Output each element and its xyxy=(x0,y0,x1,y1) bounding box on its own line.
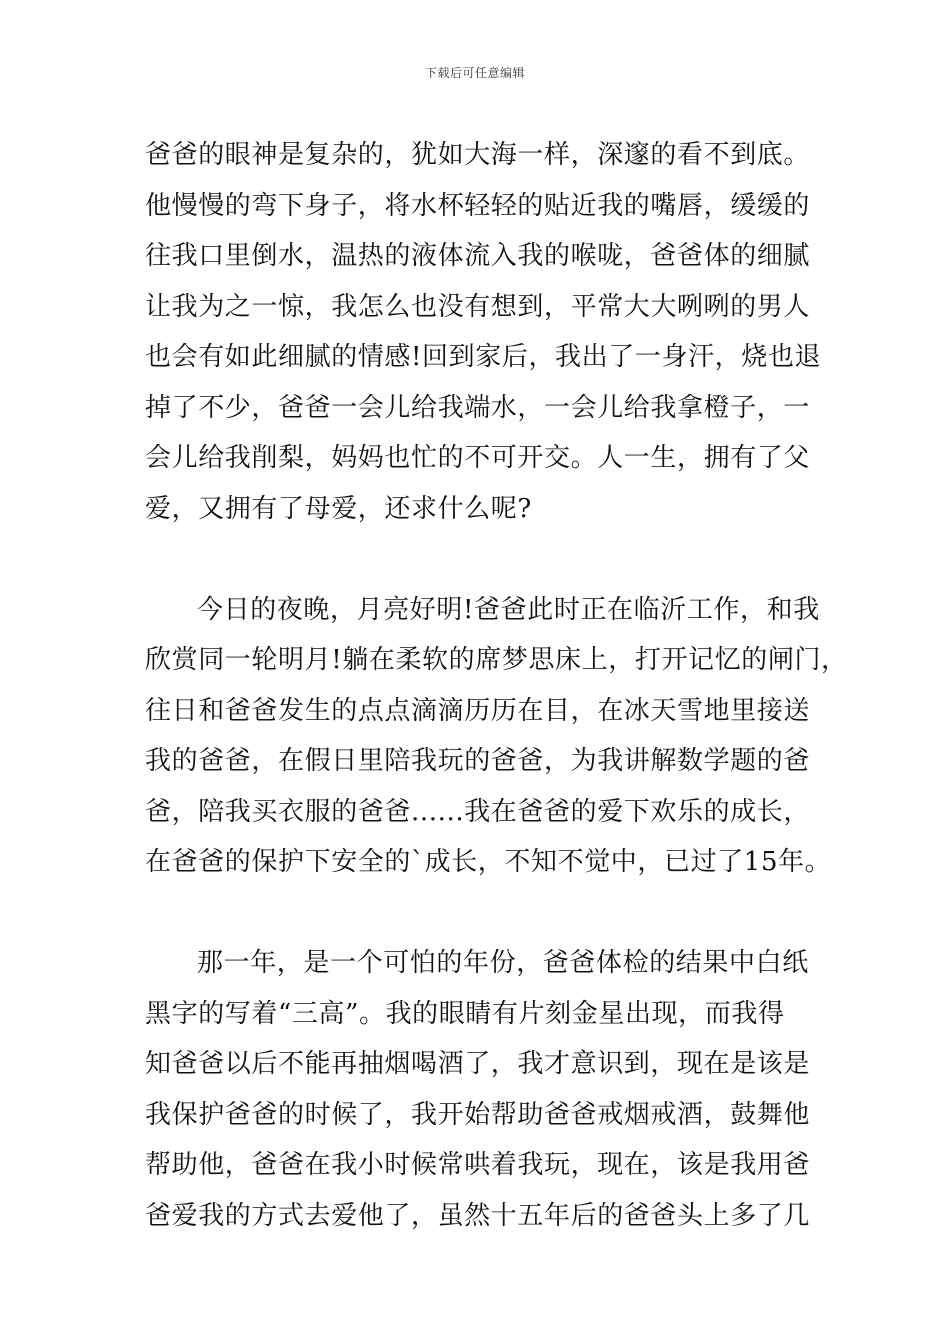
text-line: 欣赏同一轮明月!躺在柔软的席梦思床上，打开记忆的闸门， xyxy=(145,645,848,675)
paragraph-1 xyxy=(145,130,822,534)
text-line: 往日和爸爸发生的点点滴滴历历在目，在冰天雪地里接送 xyxy=(145,695,811,726)
text-line: 那一年，是一个可怕的年份，爸爸体检的结果中白纸 xyxy=(197,948,809,978)
text-line: 帮助他，爸爸在我小时候常哄着我玩，现在，该是我用爸 xyxy=(145,1150,811,1180)
text-line: 掉了不少，爸爸一会儿给我端水，一会儿给我拿橙子，一 xyxy=(145,392,811,423)
text-line: 爱，又拥有了母爱，还求什么呢? xyxy=(145,493,532,524)
text-line: 爸爸的眼神是复杂的，犹如大海一样，深邃的看不到底。 xyxy=(145,140,811,170)
paragraph-spacer xyxy=(145,888,815,939)
page-header: 下载后可任意编辑 xyxy=(424,66,525,80)
text-line: 在爸爸的保护下安全的`成长，不知不觉中，已过了15年。 xyxy=(145,847,832,877)
text-line: 爸爱我的方式去爱他了，虽然十五年后的爸爸头上多了几 xyxy=(145,1200,811,1231)
paragraph-3 xyxy=(145,938,815,1241)
text-line: 知爸爸以后不能再抽烟喝酒了，我才意识到，现在是该是 xyxy=(145,1049,811,1079)
text-line: 会儿给我削梨，妈妈也忙的不可开交。人一生，拥有了父 xyxy=(145,443,811,473)
paragraph-2 xyxy=(145,585,848,888)
text-line: 今日的夜晚，月亮好明!爸爸此时正在临沂工作，和我 xyxy=(197,594,820,625)
paragraph-spacer xyxy=(145,534,815,585)
text-line: 爸，陪我买衣服的爸爸......我在爸爸的爱下欢乐的成长， xyxy=(145,796,810,827)
text-line: 黑字的写着“三高”。我的眼睛有片刻金星出现，而我得 xyxy=(145,998,785,1029)
text-line: 往我口里倒水，温热的液体流入我的喉咙，爸爸体的细腻 xyxy=(145,241,811,271)
text-line: 让我为之一惊，我怎么也没有想到，平常大大咧咧的男人 xyxy=(145,291,811,322)
text-line: 也会有如此细腻的情感!回到家后，我出了一身汗，烧也退 xyxy=(145,342,822,372)
document-body xyxy=(145,130,848,1241)
text-line: 我的爸爸，在假日里陪我玩的爸爸，为我讲解数学题的爸 xyxy=(145,746,811,776)
text-line: 我保护爸爸的时候了，我开始帮助爸爸戒烟戒酒，鼓舞他 xyxy=(145,1099,811,1130)
text-line: 他慢慢的弯下身子，将水杯轻轻的贴近我的嘴唇，缓缓的 xyxy=(145,190,811,221)
